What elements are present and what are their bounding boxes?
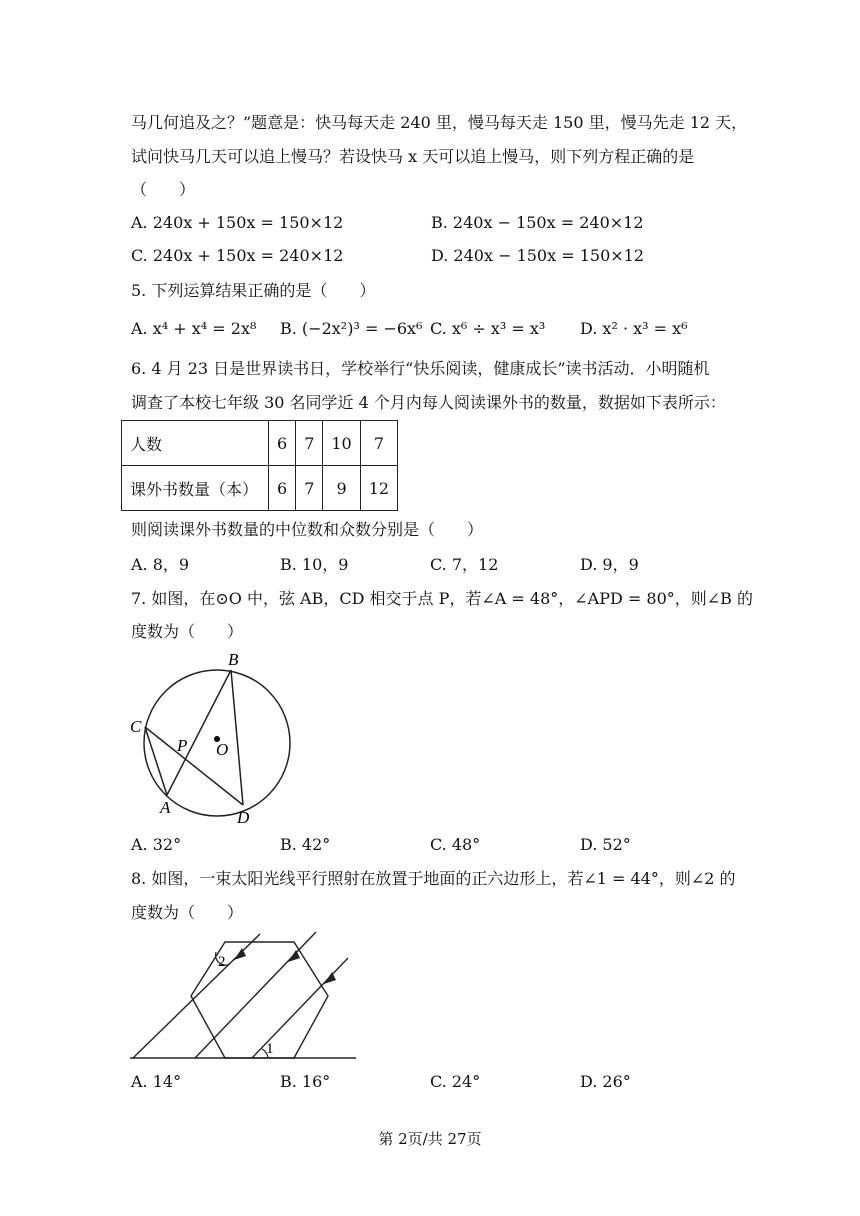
label-p: P	[177, 736, 188, 755]
q7-option-c: C. 48°	[430, 835, 481, 854]
angle-2-label: 2	[218, 954, 226, 970]
q5-option-c: C. x⁶ ÷ x³ = x³	[430, 319, 546, 338]
q5-stem: 5. 下列运算结果正确的是（ ）	[131, 281, 376, 300]
q4-paren: （ ）	[131, 180, 196, 199]
angle-1-label: 1	[266, 1041, 274, 1057]
circle-chords-figure	[125, 645, 305, 830]
q5-option-a: A. x⁴ + x⁴ = 2x⁸	[131, 319, 257, 338]
table-cell: 6	[269, 466, 296, 511]
table-cell: 6	[269, 421, 296, 466]
q4-option-c: C. 240x + 150x = 240×12	[131, 246, 344, 265]
reading-data-table	[121, 420, 398, 511]
table-cell: 人数	[122, 421, 269, 466]
q4-line1: 马几何追及之？”题意是：快马每天走 240 里，慢马每天走 150 里，慢马先走 12 天，	[131, 113, 748, 132]
table-cell: 7	[296, 421, 323, 466]
label-b: B	[228, 650, 239, 669]
label-d: D	[237, 808, 250, 827]
q8-option-a: A. 14°	[131, 1072, 182, 1091]
q8-option-d: D. 26°	[580, 1072, 631, 1091]
table-cell: 7	[360, 421, 397, 466]
q8-option-c: C. 24°	[430, 1072, 481, 1091]
q8-line1: 8. 如图，一束太阳光线平行照射在放置于地面的正六边形上，若∠1 = 44°，则∠2 的	[131, 869, 736, 888]
q5-option-d: D. x² · x³ = x⁶	[580, 319, 688, 338]
q4-option-a: A. 240x + 150x = 150×12	[131, 213, 344, 232]
label-o: O	[216, 740, 229, 759]
q6-option-d: D. 9，9	[580, 555, 639, 574]
table-cell: 课外书数量（本）	[122, 466, 269, 511]
q7-option-a: A. 32°	[131, 835, 182, 854]
q6-option-a: A. 8，9	[131, 555, 190, 574]
q4-line2: 试问快马几天可以追上慢马？若设快马 x 天可以追上慢马，则下列方程正确的是	[131, 147, 695, 166]
q6-option-b: B. 10，9	[280, 555, 349, 574]
q8-line2: 度数为（ ）	[131, 903, 244, 922]
q4-option-b: B. 240x − 150x = 240×12	[431, 213, 644, 232]
q6-line2: 调查了本校七年级 30 名同学近 4 个月内每人阅读课外书的数量，数据如下表所示：	[131, 393, 726, 412]
table-cell: 10	[323, 421, 360, 466]
q8-option-b: B. 16°	[280, 1072, 331, 1091]
q4-option-d: D. 240x − 150x = 150×12	[431, 246, 645, 265]
q7-line1: 7. 如图，在⊙O 中，弦 AB，CD 相交于点 P，若∠A = 48°，∠APD = 80°，则∠B 的	[131, 589, 754, 608]
q6-question: 则阅读课外书数量的中位数和众数分别是（ ）	[131, 520, 484, 539]
hexagon-sunlight-figure	[128, 930, 360, 1065]
q7-line2: 度数为（ ）	[131, 622, 244, 641]
table-cell: 7	[296, 466, 323, 511]
table-cell: 12	[360, 466, 397, 511]
q7-option-d: D. 52°	[580, 835, 631, 854]
q5-option-b: B. (−2x²)³ = −6x⁶	[280, 319, 423, 338]
q6-option-c: C. 7，12	[430, 555, 499, 574]
q6-line1: 6. 4 月 23 日是世界读书日，学校举行“快乐阅读，健康成长”读书活动．小明随机	[131, 359, 710, 378]
table-row	[122, 466, 398, 511]
table-row	[122, 421, 398, 466]
label-a: A	[160, 798, 171, 817]
label-c: C	[130, 717, 142, 736]
q7-option-b: B. 42°	[280, 835, 331, 854]
table-cell: 9	[323, 466, 360, 511]
page-footer: 第 2页/共 27页	[378, 1130, 482, 1148]
